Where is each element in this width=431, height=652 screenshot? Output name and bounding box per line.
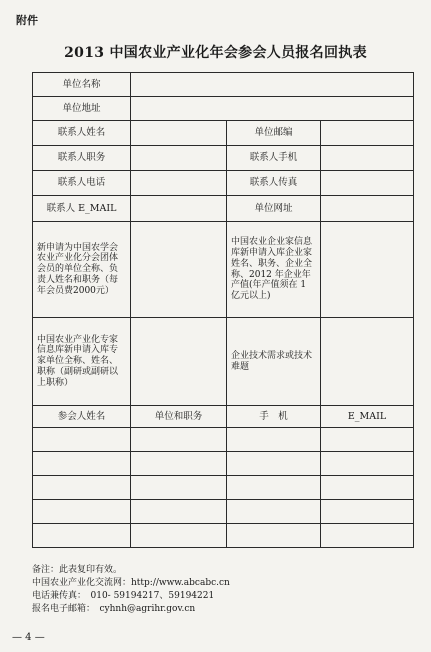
field-unit-address[interactable] <box>131 97 414 121</box>
field-contact-phone[interactable] <box>131 171 227 196</box>
attendee-cell[interactable] <box>33 500 131 524</box>
attendee-cell[interactable] <box>131 428 227 452</box>
row-contact-phone <box>33 171 414 196</box>
registration-form-table <box>32 72 414 548</box>
attendee-cell[interactable] <box>227 452 321 476</box>
attendee-header-row <box>33 406 414 428</box>
attendee-row <box>33 428 414 452</box>
label-member-application: 新申请为中国农学会农业产业化分会团体会员的单位全称、负责人姓名和职务（每年会员费2000元） <box>33 222 131 318</box>
label-contact-name: 联系人姓名 <box>33 121 131 146</box>
row-unit-address <box>33 97 414 121</box>
field-unit-name[interactable] <box>131 73 414 97</box>
field-contact-name[interactable] <box>131 121 227 146</box>
header-mobile: 手 机 <box>227 406 321 428</box>
attendee-cell[interactable] <box>33 476 131 500</box>
note-line: 备注：此表复印有效。 <box>32 565 123 575</box>
label-unit-address: 单位地址 <box>33 97 131 121</box>
field-contact-mobile[interactable] <box>321 146 414 171</box>
field-member-application[interactable] <box>131 222 227 318</box>
attachment-label: 附件 <box>16 14 38 27</box>
field-contact-fax[interactable] <box>321 171 414 196</box>
field-expert-library[interactable] <box>131 318 227 406</box>
label-unit-website: 单位网址 <box>227 196 321 222</box>
attendee-cell[interactable] <box>227 524 321 548</box>
label-enterprise-library: 中国农业企业家信息库新申请入库企业家姓名、职务、企业全称、2012 年企业年产值(年产值须在 1 亿元以上) <box>227 222 321 318</box>
attendee-row <box>33 476 414 500</box>
attendee-cell[interactable] <box>131 524 227 548</box>
attendee-cell[interactable] <box>33 524 131 548</box>
row-contact-name <box>33 121 414 146</box>
label-contact-phone: 联系人电话 <box>33 171 131 196</box>
field-enterprise-library[interactable] <box>321 222 414 318</box>
note-line: 报名电子邮箱： cyhnh@agrihr.gov.cn <box>32 604 196 614</box>
label-unit-name: 单位名称 <box>33 73 131 97</box>
field-contact-email[interactable] <box>131 196 227 222</box>
notes-block <box>32 564 230 616</box>
row-unit-name <box>33 73 414 97</box>
label-expert-library: 中国农业产业化专家信息库新申请入库专家单位全称、姓名、职称（副研或副研以上职称） <box>33 318 131 406</box>
attendee-cell[interactable] <box>321 524 414 548</box>
note-line: 中国农业产业化交流网：http://www.abcabc.cn <box>32 578 230 588</box>
attendee-row <box>33 452 414 476</box>
form-title: 2013 中国农业产业化年会参会人员报名回执表 <box>64 45 367 61</box>
row-member-application <box>33 222 414 318</box>
attendee-cell[interactable] <box>227 500 321 524</box>
label-contact-email: 联系人 E_MAIL <box>33 196 131 222</box>
attendee-cell[interactable] <box>33 428 131 452</box>
label-tech-needs: 企业技术需求或技术难题 <box>227 318 321 406</box>
attendee-cell[interactable] <box>131 476 227 500</box>
attendee-cell[interactable] <box>321 476 414 500</box>
attendee-cell[interactable] <box>33 452 131 476</box>
field-unit-website[interactable] <box>321 196 414 222</box>
attendee-cell[interactable] <box>321 452 414 476</box>
field-postal-code[interactable] <box>321 121 414 146</box>
page-number: — 4 — <box>12 632 45 643</box>
label-contact-position: 联系人职务 <box>33 146 131 171</box>
row-contact-position <box>33 146 414 171</box>
label-contact-mobile: 联系人手机 <box>227 146 321 171</box>
header-email: E_MAIL <box>321 406 414 428</box>
label-postal-code: 单位邮编 <box>227 121 321 146</box>
row-contact-email <box>33 196 414 222</box>
row-expert-library <box>33 318 414 406</box>
attendee-cell[interactable] <box>227 476 321 500</box>
attendee-cell[interactable] <box>321 428 414 452</box>
attendee-row <box>33 500 414 524</box>
label-contact-fax: 联系人传真 <box>227 171 321 196</box>
attendee-row <box>33 524 414 548</box>
attendee-cell[interactable] <box>321 500 414 524</box>
attendee-cell[interactable] <box>131 500 227 524</box>
header-unit-position: 单位和职务 <box>131 406 227 428</box>
attendee-cell[interactable] <box>131 452 227 476</box>
field-tech-needs[interactable] <box>321 318 414 406</box>
note-line: 电话兼传真： 010- 59194217、59194221 <box>32 591 215 601</box>
header-attendee-name: 参会人姓名 <box>33 406 131 428</box>
attendee-cell[interactable] <box>227 428 321 452</box>
field-contact-position[interactable] <box>131 146 227 171</box>
